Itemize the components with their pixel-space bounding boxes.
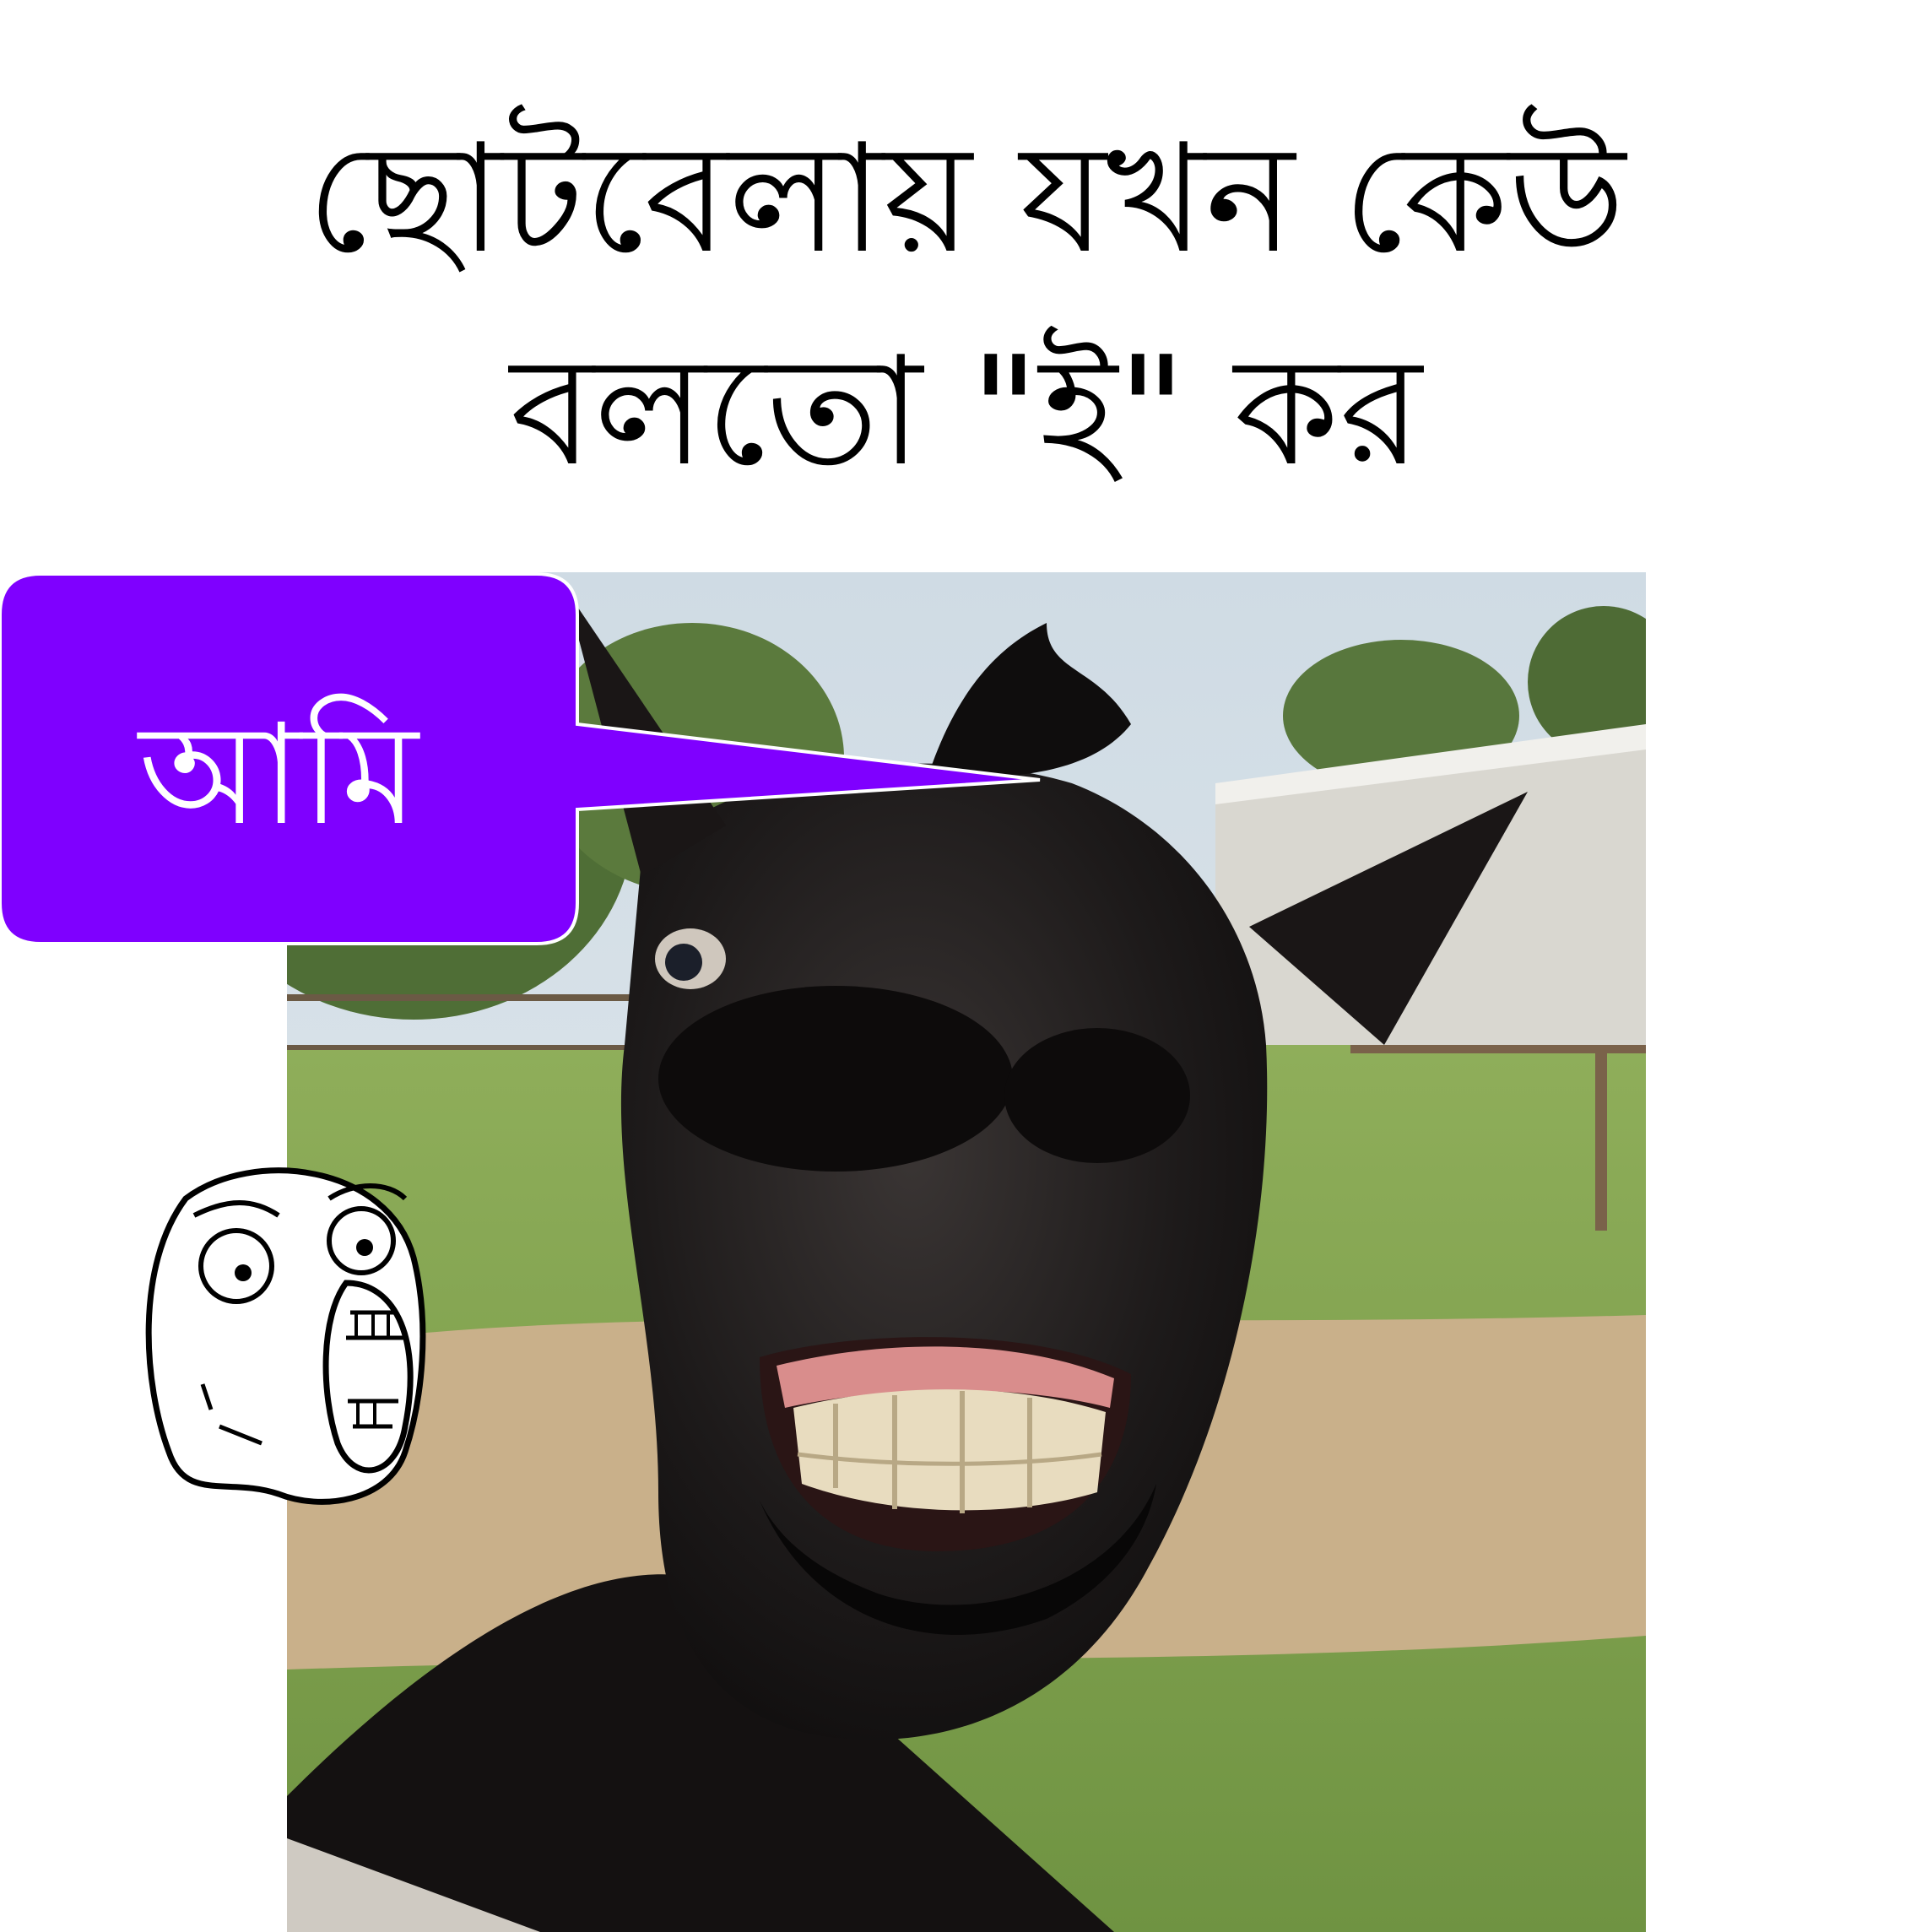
meme-headline	[51, 93, 1881, 518]
speech-bubble-text: আমি	[138, 694, 419, 856]
rage-face	[135, 1148, 439, 1519]
speech-bubble	[0, 572, 579, 945]
headline-line-2: বলতো "ই" কর	[510, 324, 1422, 499]
headline-line-1: ছোটবেলায় যখন কেউ	[306, 111, 1626, 286]
rage-face-screaming-icon	[135, 1148, 439, 1519]
